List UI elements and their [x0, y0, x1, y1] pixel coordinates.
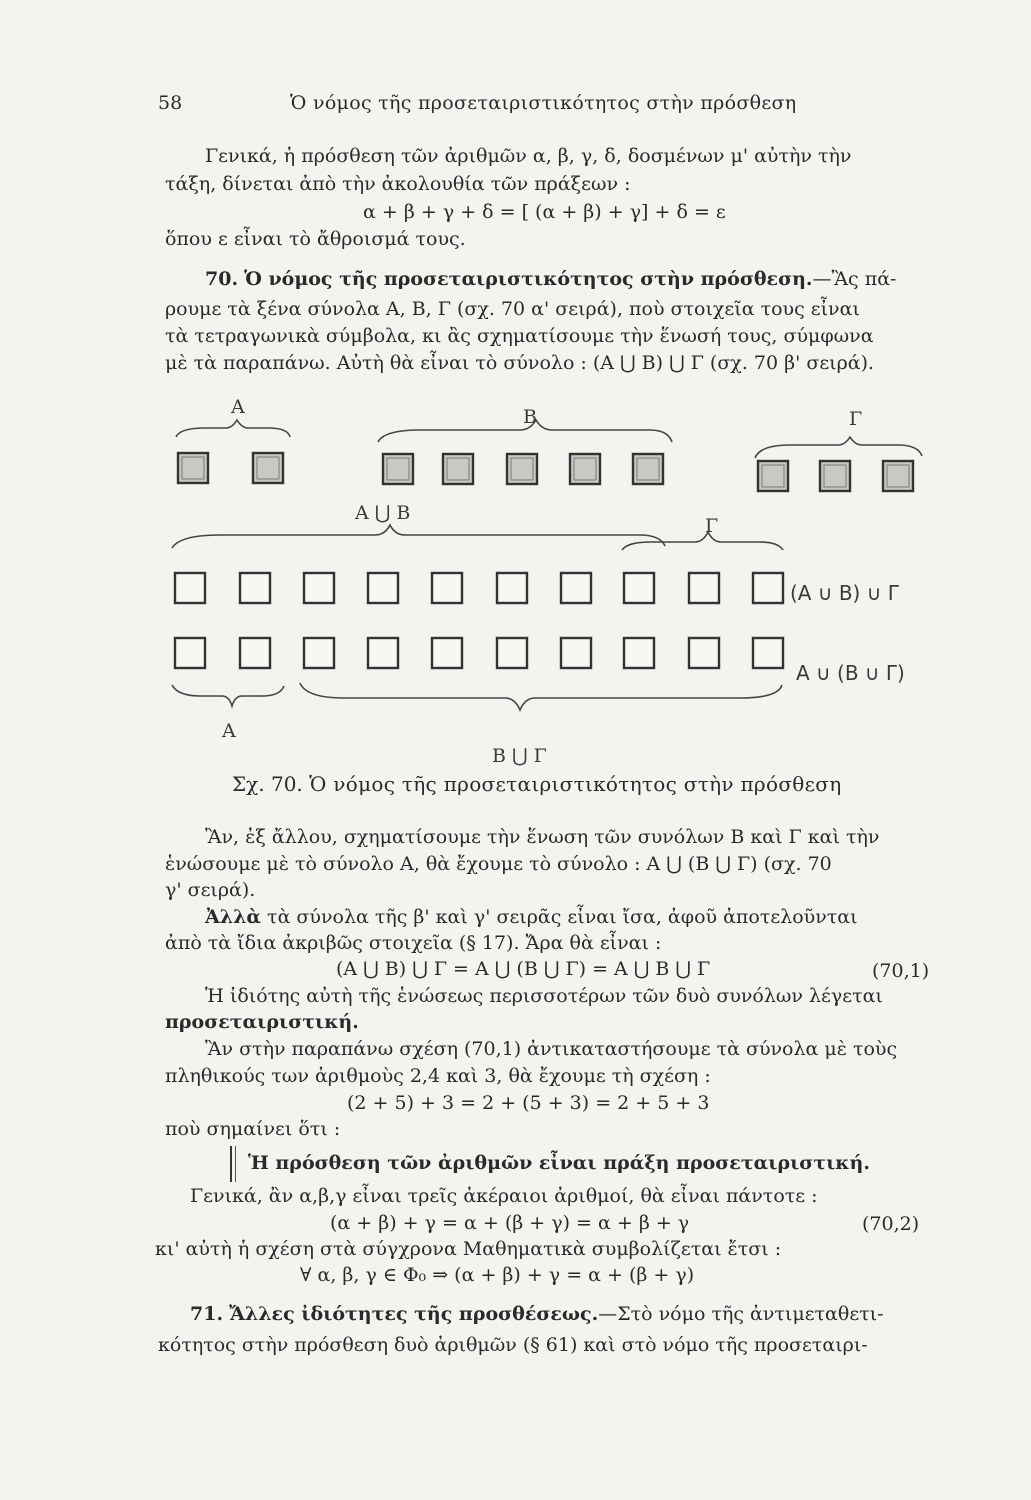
section-70-line-4: μὲ τὰ παραπάνω. Αὐτὴ θὰ εἶναι τὸ σύνολο : (Α ⋃ Β) ⋃ Γ (σχ. 70 β' σειρά). [165, 352, 875, 374]
section-71-title: Ἄλλες ἰδιότητες τῆς προσθέσεως. [229, 1303, 599, 1325]
rule-marker-bar [230, 1146, 232, 1182]
row-3-element-5 [432, 638, 462, 668]
equation-70-2-number: (70,2) [862, 1213, 920, 1235]
brace-b-union-g-bottom [300, 683, 782, 710]
row-3-element-2 [240, 638, 270, 668]
para-3-line-2: ἀπὸ τὰ ἴδια ἀκριβῶς στοιχεῖα (§ 17). Ἄρα θὰ εἶναι : [165, 932, 662, 954]
para-4-line-2: προσεταιριστική. [165, 1011, 359, 1033]
row-3-boxes [175, 638, 783, 668]
caption-prefix: Σχ. 70. [232, 772, 303, 796]
brace-a-bottom [172, 685, 284, 706]
para-3-line-1 [205, 906, 858, 928]
para-6-line-1: Γενικά, ἂν α,β,γ εἶναι τρεῖς ἀκέραιοι ἀριθμοί, θὰ εἶναι πάντοτε : [190, 1185, 818, 1207]
brace-a-union-b [172, 525, 665, 548]
row-2-element-7 [561, 573, 591, 603]
equation-70-1: (Α ⋃ Β) ⋃ Γ = Α ⋃ (Β ⋃ Γ) = Α ⋃ Β ⋃ Γ [336, 958, 711, 980]
section-70-heading [205, 268, 896, 290]
row-2-element-8 [624, 573, 654, 603]
label-g-top: Γ [849, 408, 863, 430]
brace-g-top [755, 437, 922, 458]
symbolic-equation: ∀ α, β, γ ∈ Φ₀ ⇒ (α + β) + γ = α + (β + γ) [300, 1264, 695, 1286]
equation-numeric: (2 + 5) + 3 = 2 + (5 + 3) = 2 + 5 + 3 [347, 1092, 710, 1114]
equation-70-2: (α + β) + γ = α + (β + γ) = α + β + γ [330, 1212, 690, 1234]
section-71-line-1: —Στὸ νόμο τῆς ἀντιμεταθετι- [598, 1303, 884, 1325]
section-70-line-1: —Ἂς πά- [812, 268, 897, 290]
section-70-line-3: τὰ τετραγωνικὰ σύμβολα, κι ἂς σχηματίσουμε τὴν ἕνωσή τους, σύμφωνα [165, 325, 874, 347]
section-71-number: 71. [190, 1303, 224, 1325]
section-70-title: Ὁ νόμος τῆς προσεταιριστικότητος στὴν πρόσθεση. [244, 268, 813, 290]
intro-line-1: Γενικά, ἡ πρόσθεση τῶν ἀριθμῶν α, β, γ, δ, δοσμένων μ' αὐτὴν τὴν [205, 145, 852, 167]
intro-line-3: ὅπου ε εἶναι τὸ ἄθροισμά τους. [165, 228, 466, 250]
row-3-element-8 [624, 638, 654, 668]
brace-a-top [176, 420, 290, 437]
row-2-element-1 [175, 573, 205, 603]
figure-caption [232, 772, 842, 796]
row-3-element-9 [689, 638, 719, 668]
row-2-boxes [175, 573, 783, 603]
para-3-bold-word: Ἀλλὰ [205, 906, 262, 928]
para-2-line-1: Ἂν, ἐξ ἄλλου, σχηματίσουμε τὴν ἕνωση τῶν συνόλων Β καὶ Γ καὶ τὴν [205, 826, 880, 848]
row-2-element-5 [432, 573, 462, 603]
rule-marker-bar-2 [235, 1146, 236, 1182]
label-b-top: Β [523, 406, 537, 428]
section-70-line-2: ρουμε τὰ ξένα σύνολα Α, Β, Γ (σχ. 70 α' σειρά), ποὺ στοιχεῖα τους εἶναι [165, 298, 860, 320]
rule-statement: Ἡ πρόσθεση τῶν ἀριθμῶν εἶναι πράξη προσεταιριστική. [248, 1152, 870, 1174]
row-2-element-4 [368, 573, 398, 603]
section-70-number: 70. [205, 268, 239, 290]
intro-equation: α + β + γ + δ = [ (α + β) + γ] + δ = ε [363, 201, 726, 223]
row-2-element-10 [753, 573, 783, 603]
row-3-element-4 [368, 638, 398, 668]
equation-70-1-number: (70,1) [872, 960, 930, 982]
row-3-element-3 [304, 638, 334, 668]
section-71-heading [190, 1303, 884, 1325]
label-a-bottom: Α [222, 720, 236, 742]
row-3-element-1 [175, 638, 205, 668]
running-title: Ὁ νόμος τῆς προσεταιριστικότητος στὴν πρόσθεση [290, 92, 797, 114]
label-g-mid: Γ [705, 515, 719, 537]
para-5-line-3: ποὺ σημαίνει ὅτι : [165, 1118, 341, 1140]
row-1-boxes [178, 453, 913, 491]
caption-text: Ὁ νόμος τῆς προσεταιριστικότητος στὴν πρόσθεση [309, 772, 842, 796]
row-2-element-3 [304, 573, 334, 603]
para-4-line-1: Ἡ ἰδιότης αὐτὴ τῆς ἑνώσεως περισσοτέρων τῶν δυὸ συνόλων λέγεται [205, 985, 883, 1007]
row-2-label: (Α ∪ Β) ∪ Γ [790, 581, 899, 605]
para-3-line-1-text: τὰ σύνολα τῆς β' καὶ γ' σειρᾶς εἶναι ἴσα, ἀφοῦ ἀποτελοῦνται [261, 906, 858, 928]
row-3-element-6 [497, 638, 527, 668]
label-a-union-b: Α ⋃ Β [355, 502, 411, 524]
para-5-line-1: Ἂν στὴν παραπάνω σχέση (70,1) ἀντικαταστήσουμε τὰ σύνολα μὲ τοὺς [205, 1038, 898, 1060]
row-2-element-6 [497, 573, 527, 603]
row-2-element-9 [689, 573, 719, 603]
page-number: 58 [158, 92, 183, 114]
row-3-element-7 [561, 638, 591, 668]
row-3-element-10 [753, 638, 783, 668]
intro-line-2: τάξη, δίνεται ἀπὸ τὴν ἀκολουθία τῶν πράξεων : [165, 173, 631, 195]
para-6-line-2: κι' αὐτὴ ἡ σχέση στὰ σύγχρονα Μαθηματικὰ συμβολίζεται ἔτσι : [155, 1238, 782, 1260]
row-2-element-2 [240, 573, 270, 603]
label-b-union-g: Β ⋃ Γ [492, 745, 547, 767]
para-2-line-3: γ' σειρά). [165, 879, 256, 901]
section-71-line-2: κότητος στὴν πρόσθεση δυὸ ἀριθμῶν (§ 61) καὶ στὸ νόμο τῆς προσεταιρι- [158, 1334, 868, 1356]
para-5-line-2: πληθικούς των ἀριθμοὺς 2,4 καὶ 3, θὰ ἔχουμε τὴ σχέση : [165, 1065, 711, 1087]
row-3-label: Α ∪ (Β ∪ Γ) [796, 661, 905, 685]
para-2-line-2: ἑνώσουμε μὲ τὸ σύνολο Α, θὰ ἔχουμε τὸ σύνολο : Α ⋃ (Β ⋃ Γ) (σχ. 70 [165, 853, 832, 875]
label-a-top: Α [231, 396, 245, 418]
